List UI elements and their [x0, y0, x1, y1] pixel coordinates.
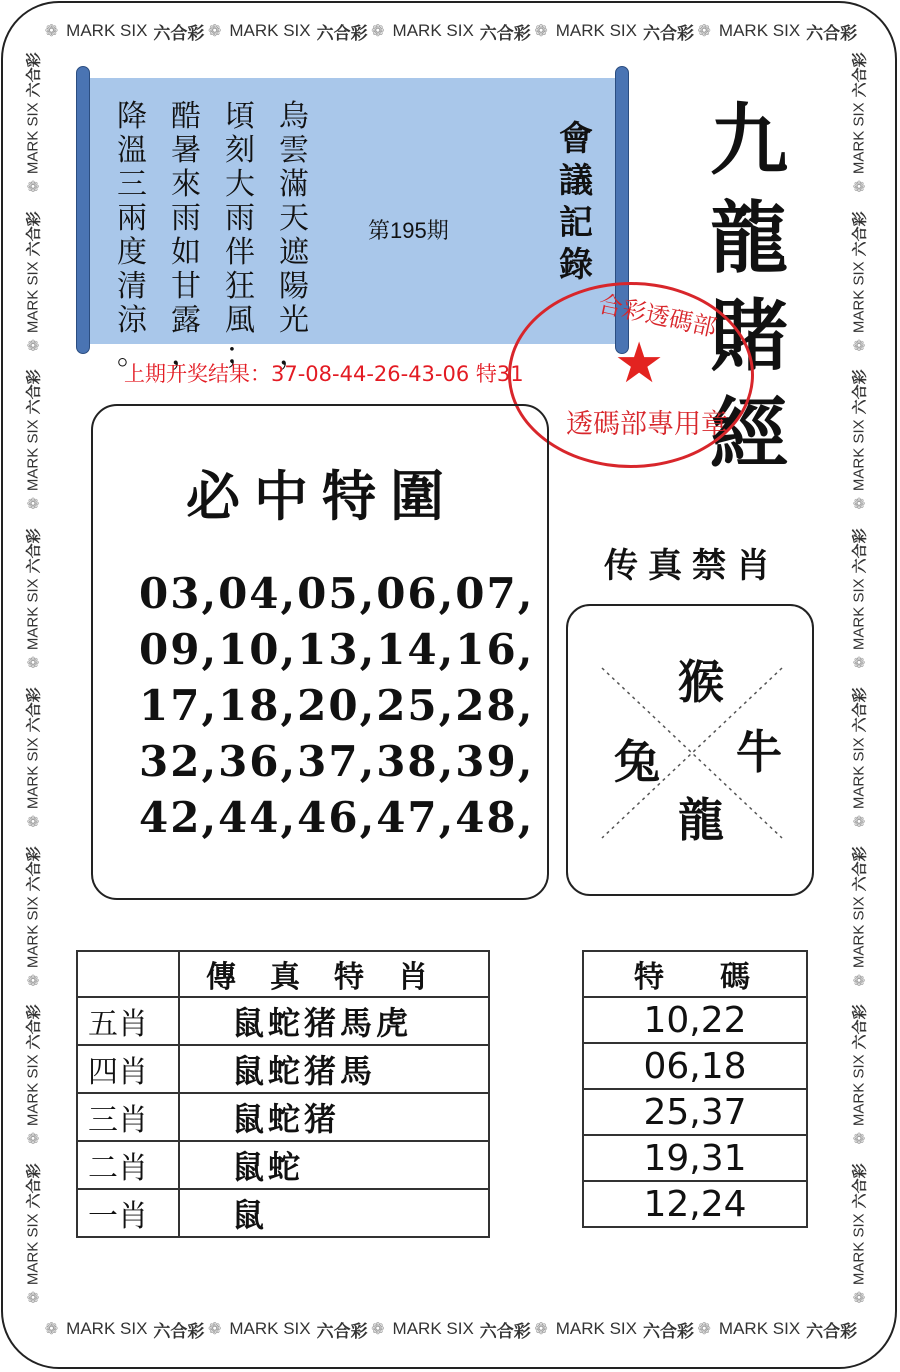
meeting-char: 記	[559, 203, 593, 243]
flower-icon: ❁	[44, 1321, 59, 1338]
poem-char: 滿	[279, 167, 309, 202]
poem-char: 天	[279, 201, 309, 236]
border-text: MARK SIX	[850, 102, 868, 174]
border-brand: 六合彩	[25, 845, 43, 891]
border-right	[841, 43, 877, 1313]
border-text: MARK SIX	[392, 1319, 474, 1338]
table-row	[77, 1189, 489, 1237]
zodiac-left: 兔	[614, 735, 660, 789]
border-text: MARK SIX	[850, 419, 868, 492]
code-value: 25,37	[583, 1089, 807, 1135]
flower-icon: ❁	[25, 1132, 42, 1146]
poem-char: 雲	[279, 133, 309, 168]
flower-icon: ❁	[25, 656, 42, 669]
border-segment	[371, 19, 531, 44]
border-brand: 六合彩	[153, 1321, 205, 1341]
border-segment	[208, 19, 368, 44]
border-segment	[698, 1317, 858, 1342]
row-label: 二肖	[77, 1141, 179, 1189]
poem-char: 光	[279, 303, 309, 338]
title-char: 九	[709, 95, 788, 186]
poem-char: 露	[171, 303, 201, 338]
border-text: MARK SIX	[24, 261, 42, 333]
poem-char: 遮	[279, 235, 309, 270]
table-row	[77, 1093, 489, 1141]
code-value: 06,18	[583, 1043, 807, 1089]
flower-icon: ❁	[44, 23, 59, 40]
poem-char: 陽	[279, 269, 309, 304]
row-value: 鼠蛇	[179, 1141, 489, 1189]
table-row	[77, 997, 489, 1045]
border-segment	[23, 370, 44, 510]
flower-icon: ❁	[25, 814, 42, 828]
poem-column-1	[276, 100, 312, 372]
poem-char: 烏	[279, 99, 309, 134]
flower-icon: ❁	[207, 23, 222, 40]
border-segment	[534, 1317, 694, 1342]
table-row	[583, 997, 807, 1043]
border-text: MARK SIX	[718, 1319, 801, 1338]
stamp-bottom-text: 透碼部專用章	[566, 409, 728, 440]
border-brand: 六合彩	[851, 52, 869, 98]
flower-icon: ❁	[697, 1321, 711, 1338]
flower-icon: ❁	[851, 973, 868, 987]
poem-char: ，	[171, 337, 201, 372]
border-brand: 六合彩	[25, 1163, 43, 1209]
border-text: MARK SIX	[24, 419, 42, 492]
border-brand: 六合彩	[642, 1321, 694, 1341]
row-label: 四肖	[77, 1045, 179, 1093]
border-text: MARK SIX	[66, 21, 148, 40]
flower-icon: ❁	[851, 338, 868, 352]
border-text: MARK SIX	[24, 102, 42, 174]
flower-icon: ❁	[534, 1321, 548, 1338]
flower-icon: ❁	[25, 1291, 42, 1304]
poem-char: 度	[117, 235, 147, 270]
border-brand: 六合彩	[316, 23, 368, 43]
border-text: MARK SIX	[24, 896, 42, 968]
border-text: MARK SIX	[555, 1319, 637, 1338]
poem-char: 如	[171, 235, 201, 270]
border-brand: 六合彩	[806, 1321, 858, 1341]
table-row	[583, 1089, 807, 1135]
border-brand: 六合彩	[25, 1004, 43, 1050]
border-segment	[534, 19, 694, 44]
flower-icon: ❁	[851, 179, 868, 193]
zodiac-top: 猴	[678, 655, 724, 709]
row-label: 一肖	[77, 1189, 179, 1237]
flower-icon: ❁	[25, 497, 42, 511]
forbidden-title: 传真禁肖	[604, 546, 780, 586]
border-segment	[23, 52, 44, 192]
border-segment	[45, 19, 205, 44]
poem-char: 雨	[225, 201, 255, 236]
border-brand: 六合彩	[851, 1004, 869, 1050]
border-text: MARK SIX	[392, 21, 474, 40]
border-text: MARK SIX	[718, 21, 801, 40]
flower-icon: ❁	[697, 23, 711, 40]
border-text: MARK SIX	[66, 1319, 148, 1338]
border-brand: 六合彩	[851, 528, 869, 574]
poem-char: 。	[117, 337, 147, 372]
row-value: 鼠蛇猪馬	[179, 1045, 489, 1093]
border-text: MARK SIX	[24, 737, 42, 809]
border-segment	[849, 211, 870, 351]
table-row	[77, 1141, 489, 1189]
poem-char: 伴	[225, 235, 255, 270]
border-segment	[849, 1005, 870, 1145]
flower-icon: ❁	[851, 814, 868, 828]
poem-char: 三	[117, 167, 147, 202]
border-brand: 六合彩	[316, 1321, 368, 1341]
border-text: MARK SIX	[229, 1319, 311, 1338]
border-text: MARK SIX	[229, 21, 311, 40]
poem-char: 暑	[171, 133, 201, 168]
row-value: 鼠蛇猪馬虎	[179, 997, 489, 1045]
flower-icon: ❁	[534, 23, 548, 40]
border-text: MARK SIX	[24, 1213, 42, 1286]
border-brand: 六合彩	[25, 687, 43, 733]
border-brand: 六合彩	[851, 845, 869, 891]
border-segment	[698, 19, 858, 44]
special-title: 必中特圍	[186, 464, 458, 528]
border-segment	[23, 1005, 44, 1145]
border-text: MARK SIX	[24, 1054, 42, 1127]
border-segment	[208, 1317, 368, 1342]
row-label: 三肖	[77, 1093, 179, 1141]
meeting-char: 錄	[559, 245, 593, 285]
border-brand: 六合彩	[25, 52, 43, 98]
last-result: 上期开奖结果：37-08-44-26-43-06 特31	[124, 362, 524, 386]
number-row: 32,36,37,38,39,	[139, 737, 535, 786]
border-left	[15, 43, 51, 1313]
flower-icon: ❁	[25, 973, 42, 987]
poem-char: 來	[171, 167, 201, 202]
number-list	[139, 566, 534, 846]
poem-char: 大	[225, 167, 255, 202]
table-row	[77, 1045, 489, 1093]
border-text: MARK SIX	[850, 896, 868, 968]
poem-char: 溫	[117, 133, 147, 168]
flower-icon: ❁	[25, 338, 42, 352]
poem-char: 頃	[225, 99, 255, 134]
flower-icon: ❁	[207, 1321, 222, 1338]
flower-icon: ❁	[371, 23, 385, 40]
border-brand: 六合彩	[851, 210, 869, 256]
border-brand: 六合彩	[153, 23, 205, 43]
poem-char: 風	[225, 303, 255, 338]
poem-char: 狂	[225, 269, 255, 304]
border-segment	[849, 1163, 870, 1303]
poem-char: 兩	[117, 201, 147, 236]
zodiac-bottom: 龍	[678, 793, 724, 847]
border-brand: 六合彩	[479, 23, 531, 43]
number-row: 42,44,46,47,48,	[139, 793, 535, 842]
table-corner	[77, 951, 179, 997]
border-brand: 六合彩	[851, 1163, 869, 1209]
poem-char: 降	[117, 99, 147, 134]
border-brand: 六合彩	[25, 528, 43, 574]
border-brand: 六合彩	[851, 369, 869, 415]
poem-char: 刻	[225, 133, 255, 168]
border-brand: 六合彩	[642, 23, 694, 43]
border-segment	[849, 370, 870, 510]
number-row: 17,18,20,25,28,	[139, 681, 535, 730]
poem-char: 清	[117, 269, 147, 304]
poem-char: ；	[225, 337, 255, 372]
border-text: MARK SIX	[850, 261, 868, 333]
border-brand: 六合彩	[25, 369, 43, 415]
special-numbers-box	[91, 404, 549, 900]
flower-icon: ❁	[371, 1321, 385, 1338]
border-segment	[23, 687, 44, 827]
special-code-table	[582, 950, 808, 1228]
table-row	[583, 1135, 807, 1181]
poem-column-4	[114, 100, 150, 372]
flower-icon: ❁	[851, 1291, 868, 1304]
fax-zodiac-table	[76, 950, 490, 1238]
table-header: 特碼	[583, 951, 807, 997]
border-text: MARK SIX	[850, 1054, 868, 1127]
border-text: MARK SIX	[555, 21, 637, 40]
border-segment	[23, 846, 44, 986]
border-segment	[849, 687, 870, 827]
table-row	[583, 1181, 807, 1227]
meeting-char: 議	[559, 161, 593, 201]
title-char: 賭	[709, 291, 788, 382]
border-text: MARK SIX	[850, 737, 868, 809]
meeting-char: 會	[559, 119, 593, 159]
poem-char: 雨	[171, 201, 201, 236]
code-value: 12,24	[583, 1181, 807, 1227]
poem-column-2	[222, 100, 258, 372]
zodiac-right: 牛	[736, 725, 782, 779]
border-brand: 六合彩	[479, 1321, 531, 1341]
title-char: 經	[709, 389, 788, 480]
code-value: 19,31	[583, 1135, 807, 1181]
number-row: 03,04,05,06,07,	[139, 569, 535, 618]
flower-icon: ❁	[851, 497, 868, 511]
border-segment	[45, 1317, 205, 1342]
poem-column-3	[168, 100, 204, 372]
border-segment	[371, 1317, 531, 1342]
border-brand: 六合彩	[806, 23, 858, 43]
border-segment	[23, 1163, 44, 1303]
border-brand: 六合彩	[25, 210, 43, 256]
border-brand: 六合彩	[851, 687, 869, 733]
border-bottom	[3, 1311, 897, 1347]
poem-char: ，	[279, 337, 309, 372]
border-text: MARK SIX	[24, 578, 42, 651]
border-segment	[849, 52, 870, 192]
border-segment	[849, 528, 870, 668]
number-row: 09,10,13,14,16,	[139, 625, 535, 674]
star-icon: ★	[614, 331, 665, 396]
row-label: 五肖	[77, 997, 179, 1045]
row-value: 鼠蛇猪	[179, 1093, 489, 1141]
meeting-record-label	[556, 118, 596, 286]
poem-char: 涼	[117, 303, 147, 338]
code-value: 10,22	[583, 997, 807, 1043]
table-header: 傳真特肖	[179, 951, 489, 997]
forbidden-box	[566, 604, 814, 896]
stamp-top-text: 合彩透碼部	[595, 289, 720, 343]
title-char: 龍	[709, 193, 788, 284]
border-segment	[23, 211, 44, 351]
flower-icon: ❁	[25, 179, 42, 193]
border-text: MARK SIX	[850, 1213, 868, 1286]
issue-number: 第195期	[368, 218, 449, 243]
border-text: MARK SIX	[850, 578, 868, 651]
flower-icon: ❁	[851, 656, 868, 669]
scroll-roller-left	[76, 66, 90, 354]
flower-icon: ❁	[851, 1132, 868, 1146]
poem-char: 酷	[171, 99, 201, 134]
row-value: 鼠	[179, 1189, 489, 1237]
table-row	[583, 1043, 807, 1089]
border-segment	[23, 528, 44, 668]
poem-char: 甘	[171, 269, 201, 304]
border-top	[3, 13, 897, 49]
border-segment	[849, 846, 870, 986]
